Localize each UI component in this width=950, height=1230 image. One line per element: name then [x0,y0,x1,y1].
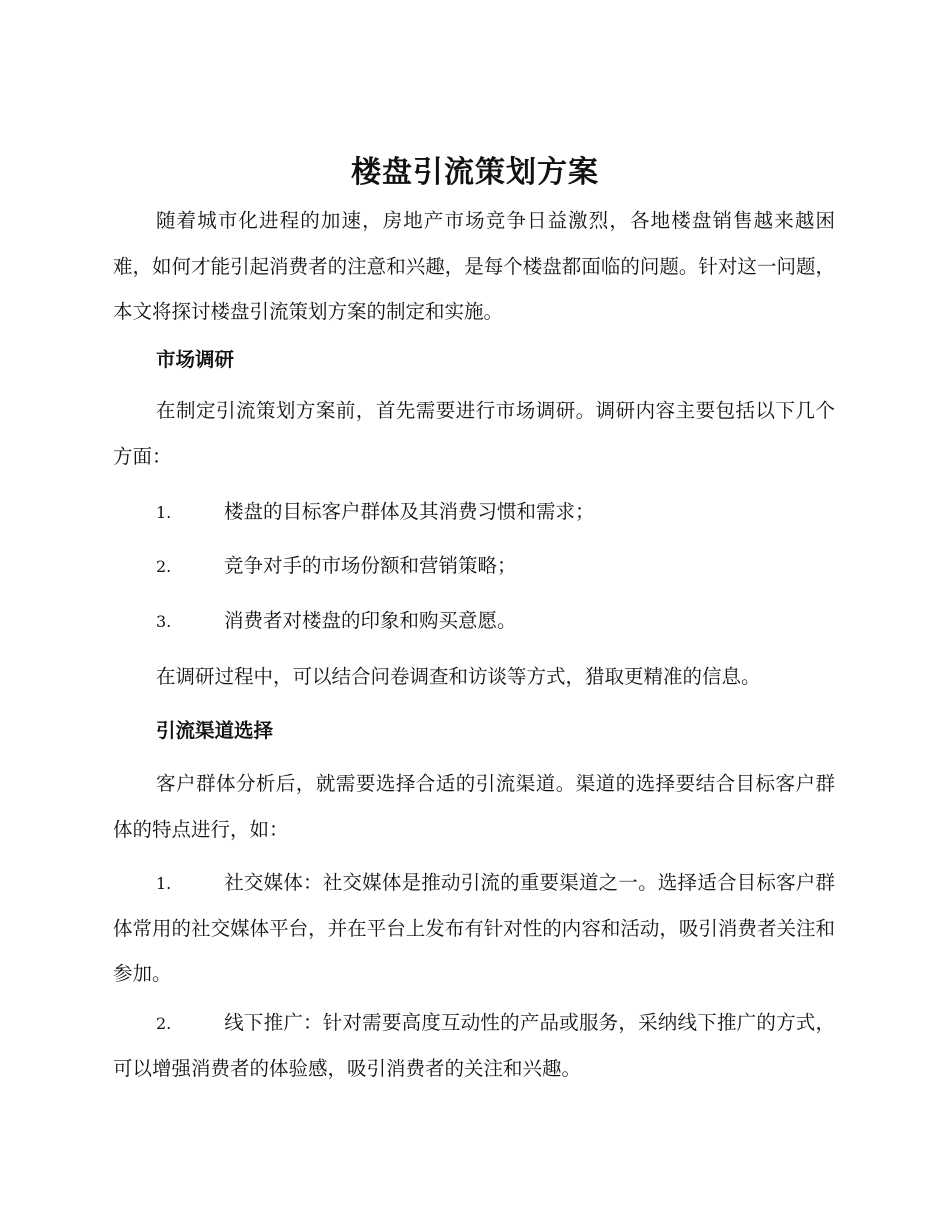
list-item-text: 消费者对楼盘的印象和购买意愿。 [224,609,517,632]
document-title: 楼盘引流策划方案 [351,155,599,190]
list-item-number: 2. [156,1014,172,1033]
list-item [113,860,835,996]
market-research-closing: 在调研过程中，可以结合问卷调查和访谈等方式，猎取更精准的信息。 [156,665,761,688]
list-item-number: 2. [156,557,172,576]
channel-selection-paragraph: 客户群体分析后，就需要选择合适的引流渠道。渠道的选择要结合目标客户群体的特点进行，如： [113,772,835,841]
section-heading-market-research: 市场调研 [156,348,235,371]
market-research-paragraph: 在制定引流策划方案前，首先需要进行市场调研。调研内容主要包括以下几个方面： [113,399,835,468]
list-item-text: 楼盘的目标客户群体及其消费习惯和需求； [224,500,595,523]
section-heading-channel-selection: 引流渠道选择 [156,719,274,742]
list-item [156,550,517,583]
list-item-number: 3. [156,612,172,631]
list-item [156,605,517,638]
list-item-number: 1. [156,874,172,893]
list-item-text: 线下推广：针对需要高度互动性的产品或服务，采纳线下推广的方式，可以增强消费者的体验感，吸引消费者的关注和兴趣。 [113,1011,835,1080]
list-item-text: 社交媒体：社交媒体是推动引流的重要渠道之一。选择适合目标客户群体常用的社交媒体平台，并在平台上发布有针对性的内容和活动，吸引消费者关注和参加。 [113,871,835,985]
intro-paragraph: 随着城市化进程的加速，房地产市场竞争日益激烈，各地楼盘销售越来越困难，如何才能引起消费者的注意和兴趣，是每个楼盘都面临的问题。针对这一问题，本文将探讨楼盘引流策划方案的制定和实施。 [113,209,835,323]
list-item [113,1000,835,1091]
list-item-number: 1. [156,503,172,522]
list-item-text: 竞争对手的市场份额和营销策略； [224,554,517,577]
list-item [156,496,595,529]
